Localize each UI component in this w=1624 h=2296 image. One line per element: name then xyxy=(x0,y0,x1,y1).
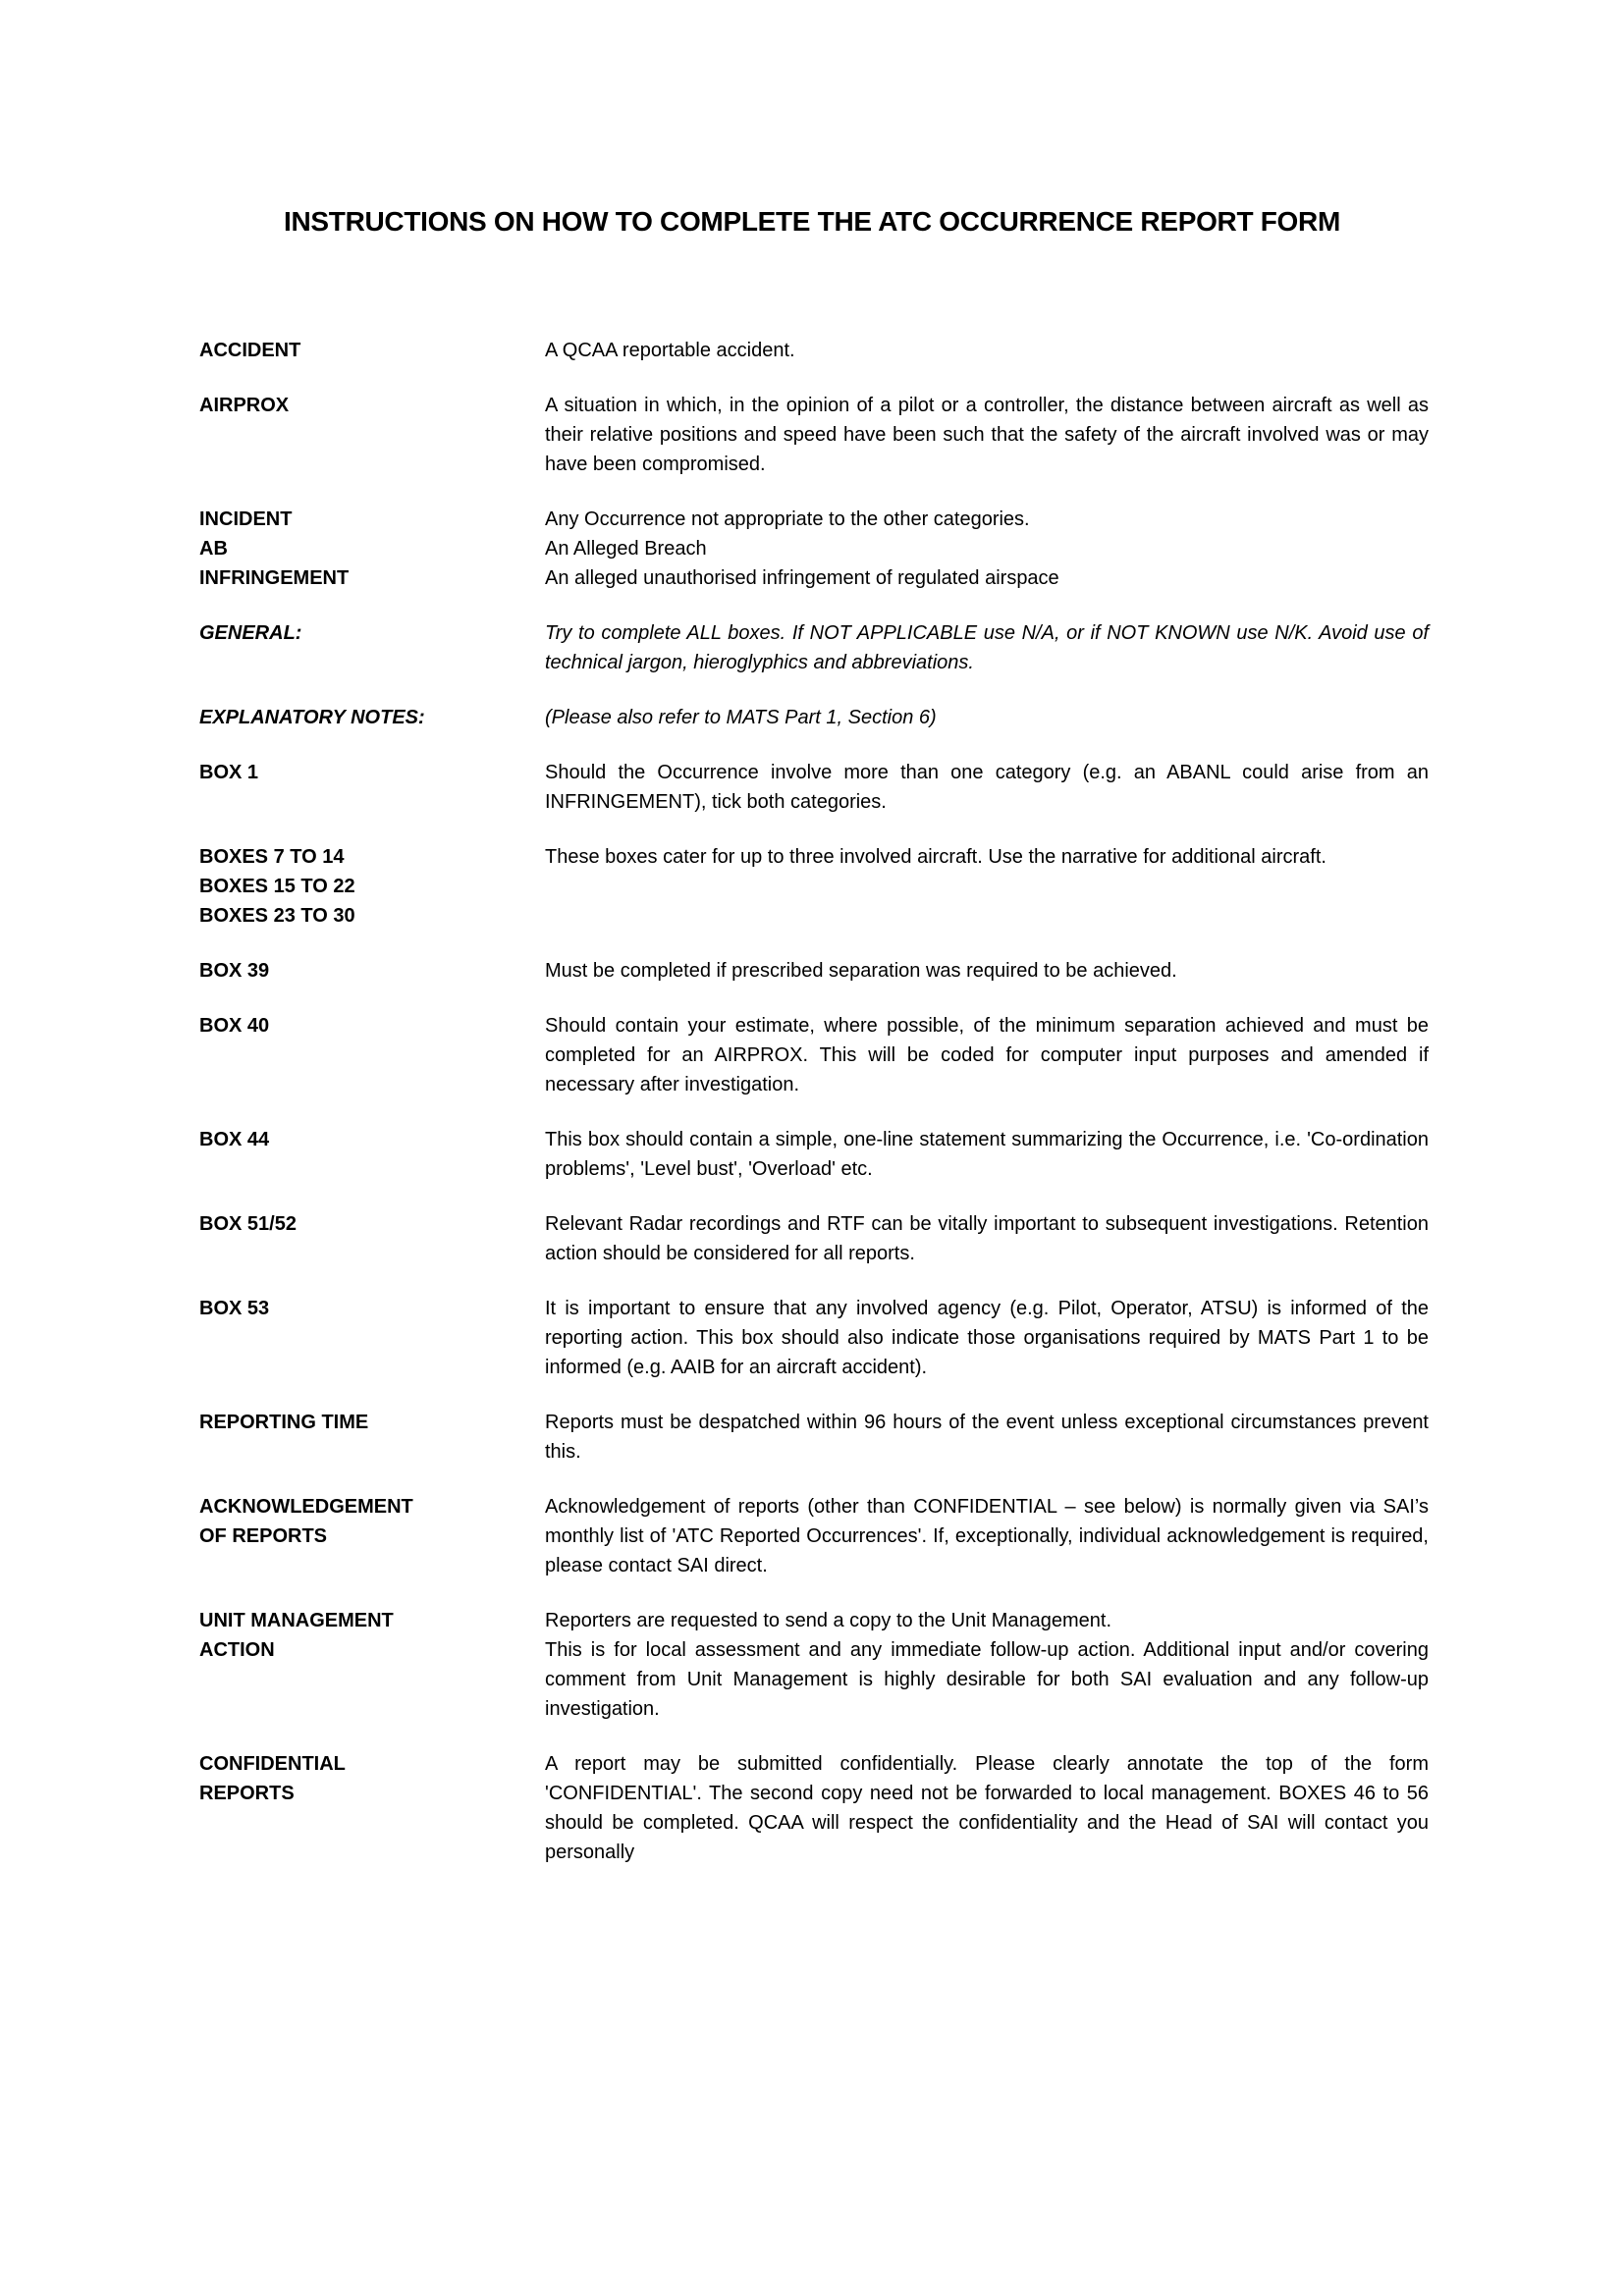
term-label-line: GENERAL: xyxy=(199,622,302,644)
term-label xyxy=(199,1011,545,1041)
term-description xyxy=(545,391,1429,479)
definition-row-boxes-7-30 xyxy=(199,842,1429,931)
definition-row-general xyxy=(199,618,1429,677)
term-description xyxy=(545,1492,1429,1580)
term-label xyxy=(199,618,545,648)
definition-row-box-40 xyxy=(199,1011,1429,1099)
term-description-paragraph: Should the Occurrence involve more than one category (e.g. an ABANL could arise from an INFRINGEMENT), tick both categories. xyxy=(545,762,1429,813)
term-label xyxy=(199,1606,545,1665)
term-label-line: BOX 51/52 xyxy=(199,1213,297,1235)
definition-row-acknowledgement-of-reports xyxy=(199,1492,1429,1580)
definition-row-unit-management-action xyxy=(199,1606,1429,1724)
term-description xyxy=(545,956,1429,986)
term-description xyxy=(545,1294,1429,1382)
term-label-line: UNIT MANAGEMENT xyxy=(199,1610,394,1631)
term-label xyxy=(199,703,545,732)
term-label-line: ACCIDENT xyxy=(199,340,301,361)
term-label-line: BOX 1 xyxy=(199,762,259,783)
term-label-line: ACTION xyxy=(199,1639,275,1661)
term-description-paragraph: It is important to ensure that any involved agency (e.g. Pilot, Operator, ATSU) is informed of the reporting action. This box should also indicate those organisations required by MATS Part 1 to be informed (e.g. AAIB for an aircraft accident). xyxy=(545,1298,1429,1378)
term-description-paragraph: This is for local assessment and any immediate follow-up action. Additional input and/or covering comment from Unit Management is highly desirable for both SAI evaluation and any follow-up investigation. xyxy=(545,1639,1429,1720)
term-label xyxy=(199,336,545,365)
term-description xyxy=(545,505,1429,593)
term-label xyxy=(199,1749,545,1808)
term-label-line: BOXES 15 TO 22 xyxy=(199,876,355,897)
term-label xyxy=(199,1125,545,1154)
term-description-paragraph: Relevant Radar recordings and RTF can be vitally important to subsequent investigations. Retention action should be considered for all reports. xyxy=(545,1213,1429,1264)
definition-row-airprox xyxy=(199,391,1429,479)
term-label-line: REPORTING TIME xyxy=(199,1412,369,1433)
term-description-paragraph: An Alleged Breach xyxy=(545,538,707,560)
term-description-paragraph: A report may be submitted confidentially. Please clearly annotate the top of the form 'CONFIDENTIAL'. The second copy need not be forwarded to local management. BOXES 46 to 56 should be completed. QCAA will respect the confidentiality and the Head of SAI will contact you personally xyxy=(545,1753,1429,1863)
definition-row-confidential-reports xyxy=(199,1749,1429,1867)
term-label xyxy=(199,1294,545,1323)
term-description xyxy=(545,1125,1429,1184)
term-label-line: AB xyxy=(199,538,228,560)
term-description-paragraph: Try to complete ALL boxes. If NOT APPLICABLE use N/A, or if NOT KNOWN use N/K. Avoid use of technical jargon, hieroglyphics and abbreviations. xyxy=(545,622,1429,673)
definition-row-box-51-52 xyxy=(199,1209,1429,1268)
term-label-line: BOX 44 xyxy=(199,1129,270,1150)
term-label-line: EXPLANATORY NOTES: xyxy=(199,707,425,728)
term-label xyxy=(199,391,545,420)
term-label-line: AIRPROX xyxy=(199,395,290,416)
term-description-paragraph: Reports must be despatched within 96 hours of the event unless exceptional circumstances prevent this. xyxy=(545,1412,1429,1463)
term-label-line: REPORTS xyxy=(199,1783,295,1804)
term-label-line: BOXES 7 TO 14 xyxy=(199,846,345,868)
term-label-line: CONFIDENTIAL xyxy=(199,1753,346,1775)
term-description xyxy=(545,758,1429,817)
term-label-line: BOX 39 xyxy=(199,960,270,982)
definition-row-box-44 xyxy=(199,1125,1429,1184)
term-description-paragraph: Reporters are requested to send a copy to the Unit Management. xyxy=(545,1610,1112,1631)
term-description-paragraph: Acknowledgement of reports (other than CONFIDENTIAL – see below) is normally given via SAI’s monthly list of 'ATC Reported Occurrences'. If, exceptionally, individual acknowledgement is required, please contact SAI direct. xyxy=(545,1496,1429,1576)
term-label-line: INCIDENT xyxy=(199,508,293,530)
term-label-line: BOX 53 xyxy=(199,1298,270,1319)
term-description-paragraph: (Please also refer to MATS Part 1, Section 6) xyxy=(545,707,937,728)
definition-row-explanatory-notes xyxy=(199,703,1429,732)
term-label-line: OF REPORTS xyxy=(199,1525,328,1547)
definition-row-box-39 xyxy=(199,956,1429,986)
term-description xyxy=(545,703,1429,732)
term-description xyxy=(545,1209,1429,1268)
term-description xyxy=(545,1011,1429,1099)
definition-row-incident-ab-infringement xyxy=(199,505,1429,593)
definition-row-reporting-time xyxy=(199,1408,1429,1467)
term-description-paragraph: This box should contain a simple, one-line statement summarizing the Occurrence, i.e. 'Co-ordination problems', 'Level bust', 'Overload' etc. xyxy=(545,1129,1429,1180)
term-label xyxy=(199,1209,545,1239)
definition-row-box-53 xyxy=(199,1294,1429,1382)
definition-row-accident xyxy=(199,336,1429,365)
term-label xyxy=(199,1408,545,1437)
term-label xyxy=(199,956,545,986)
term-label-line: BOXES 23 TO 30 xyxy=(199,905,355,927)
term-description xyxy=(545,842,1429,872)
term-label-line: INFRINGEMENT xyxy=(199,567,350,589)
term-description xyxy=(545,336,1429,365)
page-title: INSTRUCTIONS ON HOW TO COMPLETE THE ATC OCCURRENCE REPORT FORM xyxy=(284,206,1340,237)
term-description xyxy=(545,1606,1429,1724)
term-label xyxy=(199,505,545,593)
term-description-paragraph: Should contain your estimate, where possible, of the minimum separation achieved and must be completed for an AIRPROX. This will be coded for computer input purposes and amended if necessary after investigation. xyxy=(545,1015,1429,1095)
term-label xyxy=(199,1492,545,1551)
term-description xyxy=(545,618,1429,677)
term-description-paragraph: A QCAA reportable accident. xyxy=(545,340,795,361)
term-description-paragraph: These boxes cater for up to three involved aircraft. Use the narrative for additional aircraft. xyxy=(545,846,1326,868)
term-description-paragraph: Any Occurrence not appropriate to the other categories. xyxy=(545,508,1030,530)
definitions-list xyxy=(199,336,1429,1867)
term-description xyxy=(545,1749,1429,1867)
term-label-line: BOX 40 xyxy=(199,1015,270,1037)
term-label xyxy=(199,842,545,931)
term-description-paragraph: Must be completed if prescribed separation was required to be achieved. xyxy=(545,960,1177,982)
term-label xyxy=(199,758,545,787)
term-description-paragraph: A situation in which, in the opinion of a pilot or a controller, the distance between aircraft as well as their relative positions and speed have been such that the safety of the aircraft involved was or may have been compromised. xyxy=(545,395,1429,475)
term-label-line: ACKNOWLEDGEMENT xyxy=(199,1496,413,1518)
term-description xyxy=(545,1408,1429,1467)
term-description-paragraph: An alleged unauthorised infringement of regulated airspace xyxy=(545,567,1059,589)
definition-row-box-1 xyxy=(199,758,1429,817)
